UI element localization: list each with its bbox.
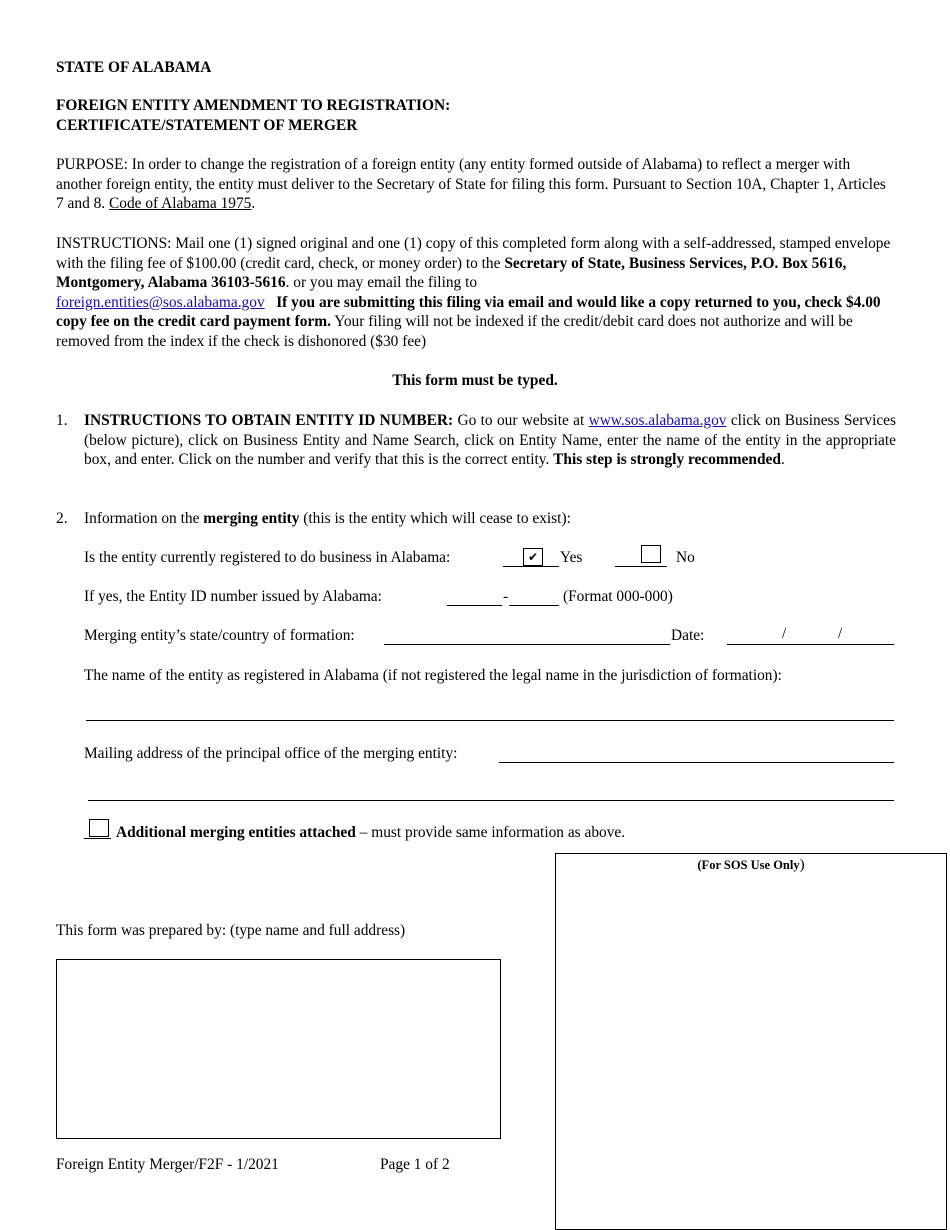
entity-id-field-part1[interactable] xyxy=(447,605,502,606)
mailing-address-label: Mailing address of the principal office of the merging entity: xyxy=(84,745,458,762)
prepared-by-box[interactable] xyxy=(56,959,501,1139)
entity-id-dash: - xyxy=(503,588,509,605)
form-title xyxy=(56,96,450,135)
entity-id-label: If yes, the Entity ID number issued by Alabama: xyxy=(84,588,382,605)
yes-checkbox[interactable] xyxy=(523,545,543,566)
item-2-text: Information on the merging entity (this is the entity which will cease to exist): xyxy=(84,510,571,527)
formation-field[interactable] xyxy=(384,644,670,645)
form-title-line2: CERTIFICATE/STATEMENT OF MERGER xyxy=(56,116,358,134)
email-link[interactable]: foreign.entities@sos.alabama.gov xyxy=(56,293,265,311)
format-hint: (Format 000-000) xyxy=(563,588,673,605)
check-mark-icon: ✔ xyxy=(523,548,543,566)
yes-underline xyxy=(503,566,559,567)
form-id: Foreign Entity Merger/F2F - 1/2021 xyxy=(56,1156,279,1173)
typed-notice: This form must be typed. xyxy=(392,372,558,389)
mailing-address-field-line2[interactable] xyxy=(88,800,894,801)
additional-entities-checkbox[interactable] xyxy=(89,819,109,841)
entity-name-field[interactable] xyxy=(86,720,894,721)
additional-entities-text: Additional merging entities attached – must provide same information as above. xyxy=(116,824,626,841)
email-copy-note: If you are submitting this filing via email and would like a copy returned to you, check $4.00 copy fee on the credit card payment form. xyxy=(56,293,881,330)
mailing-address: Secretary of State, Business Services, P.O. Box 5616, Montgomery, Alabama 36103-5616 xyxy=(56,254,847,291)
code-reference: Code of Alabama 1975 xyxy=(109,195,252,212)
sos-use-box xyxy=(555,853,947,1230)
page-number: Page 1 of 2 xyxy=(380,1156,450,1173)
state-heading: STATE OF ALABAMA xyxy=(56,59,212,76)
formation-label: Merging entity’s state/country of formation: xyxy=(84,627,355,644)
item-1-number: 1. xyxy=(56,412,68,429)
date-label: Date: xyxy=(671,627,705,644)
no-checkbox[interactable] xyxy=(641,545,661,567)
purpose-paragraph: PURPOSE: In order to change the registration of a foreign entity (any entity formed outside of Alabama) to reflect a merger with another foreign entity, the entity must deliver to the Secretary of State for filing this form. Pursuant to Section 10A, Chapter 1, Articles 7 and 8. Code of Alabama 1975. xyxy=(56,156,886,212)
yes-label: Yes xyxy=(560,549,583,566)
mailing-address-field-line1[interactable] xyxy=(499,762,894,763)
entity-id-field-part2[interactable] xyxy=(509,605,559,606)
date-slash-2: / xyxy=(838,625,843,642)
item-1-text: INSTRUCTIONS TO OBTAIN ENTITY ID NUMBER: Go to our website at www.sos.alabama.gov click on Business Services (below picture), click on Business Entity and Name Search, click on Entity Name, enter the name of the entity in the appropriate box, and enter. Click on the number and verify that this is the correct entity. This step is strongly recommended. xyxy=(84,412,896,468)
sos-use-label: (For SOS Use Only) xyxy=(697,857,805,873)
registered-question: Is the entity currently registered to do business in Alabama: xyxy=(84,549,451,566)
instructions-paragraph: INSTRUCTIONS: Mail one (1) signed original and one (1) copy of this completed form along with a self-addressed, stamped envelope with the filing fee of $100.00 (credit card, check, or money order) to the Secretary of State, Business Services, P.O. Box 5616, Montgomery, Alabama 36103-5616. or you may email the filing to foreign.entities@sos.alabama.gov If you are submitting this filing via email and would like a copy returned to you, check $4.00 copy fee on the credit card payment form. Your filing will not be indexed if the credit/debit card does not authorize and will be removed from the index if the check is dishonored ($30 fee) xyxy=(56,235,891,350)
form-title-line1: FOREIGN ENTITY AMENDMENT TO REGISTRATION: xyxy=(56,97,451,114)
no-label: No xyxy=(676,549,695,566)
entity-name-label: The name of the entity as registered in Alabama (if not registered the legal name in the jurisdiction of formation): xyxy=(84,667,782,684)
date-slash-1: / xyxy=(782,625,787,642)
website-link[interactable]: www.sos.alabama.gov xyxy=(588,412,727,429)
prepared-by-label: This form was prepared by: (type name and full address) xyxy=(56,922,406,939)
date-field[interactable] xyxy=(727,644,894,645)
item-2-number: 2. xyxy=(56,510,68,527)
